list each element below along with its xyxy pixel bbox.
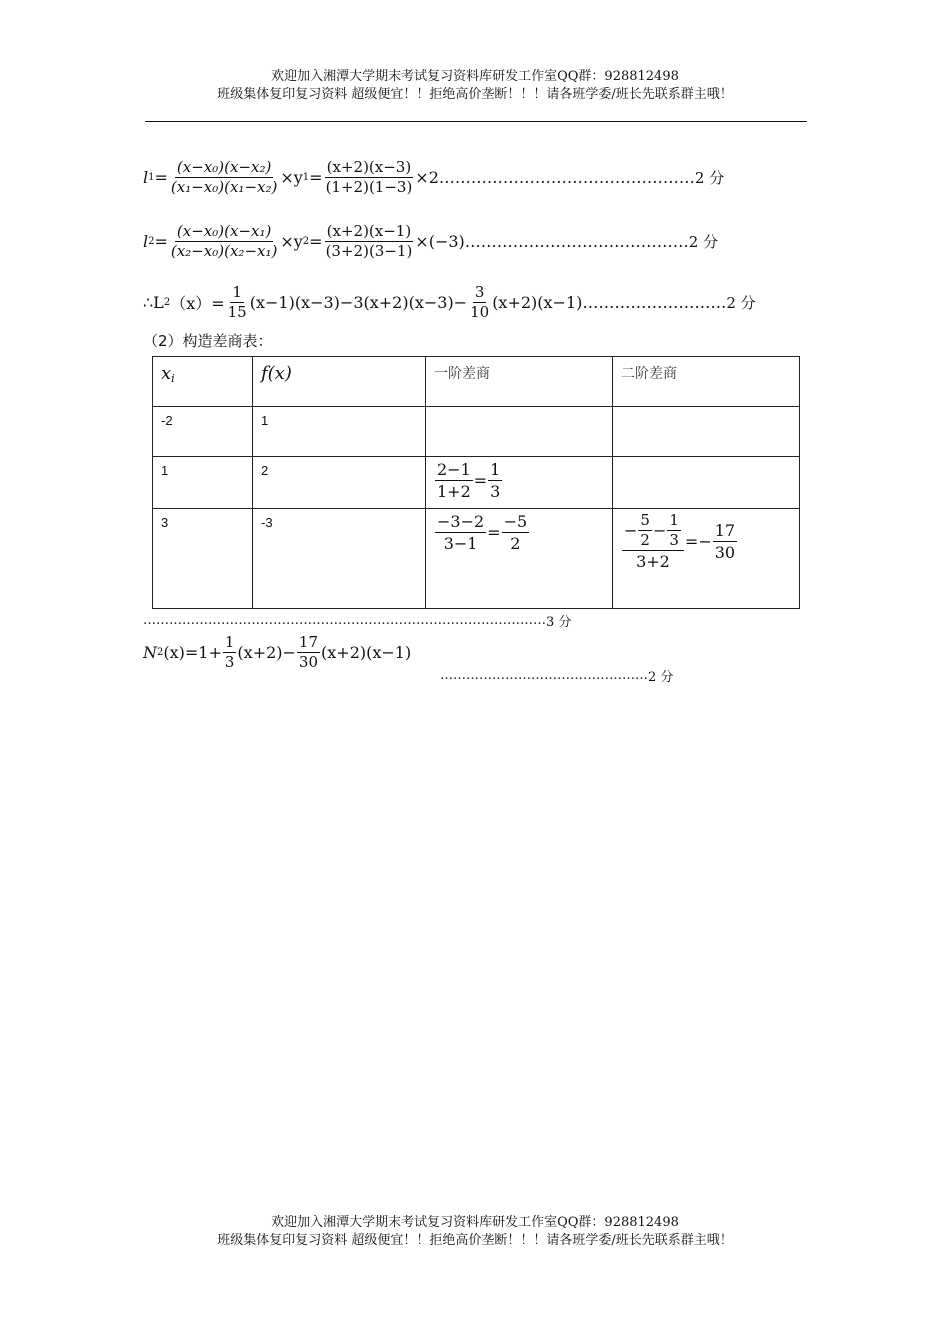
l1-frac2-numerator: (x+2)(x−3) [326,158,412,176]
l2-y-subscript: 2 [302,236,310,247]
L2-frac1-numerator: 1 [232,283,242,301]
N2-argument: (x)=1+ [163,643,222,662]
N2-dots: ………………………………………… [440,668,648,683]
l2-times-y: ×y [280,232,303,251]
equation-l2: l 2 = $\frac{\text{(x−x₀)(x−x₁)}}{\text{(x₂−x₀)(x₂−x₁)}}$ ×y 2 = $\frac{(x+2)(x-1)}{(3+2)(3-1)}$ ×(−3) …………………………………… 2 分 [143,222,719,260]
l2-fraction-2 [324,222,415,261]
l2-tail: ×(−3) [415,232,465,251]
l2-score: 2 分 [688,233,719,251]
N2-subscript: 2 [157,647,164,658]
l1-frac2-denominator: (1+2)(1−3) [325,178,413,196]
cell-x: -2 [153,407,253,457]
N2-fraction-2: $\frac{17}{30}$ [298,633,319,671]
L2-middle-terms: (x−1)(x−3)−3(x+2)(x−3)− [249,293,468,312]
header-line-1: 欢迎加入湘潭大学期末考试复习资料库研发工作室QQ群：928812498 [271,69,679,84]
N2-middle: (x+2)− [237,643,296,662]
cell-f: 2 [253,457,426,509]
cell-d2: − $\frac{5}{2}$ − $\frac{1}{3}$ 3+2 =− $\frac{17}{30}$ [613,509,800,609]
header-divider [145,121,807,122]
part2-title: （2）构造差商表： [143,332,273,350]
table-header-row [153,357,800,407]
L2-fraction-1 [226,283,249,322]
N2-end: (x+2)(x−1) [321,643,412,662]
l2-symbol: l [143,232,149,251]
L2-frac2-denominator: 10 [470,303,490,321]
table-row [153,407,800,457]
cell-d1: $\frac{2-1}{1+2}$ = $\frac{1}{3}$ [426,457,613,509]
L2-end-term: (x+2)(x−1) [492,293,583,312]
cell-d1: $\frac{-3-2}{3-1}$ = $\frac{-5}{2}$ [426,509,613,609]
cell-d2 [613,457,800,509]
L2-frac1-denominator: 15 [227,303,247,321]
l2-frac2-denominator: (3+2)(3−1) [325,242,413,260]
equation-l1: l 1 = $\frac{\text{(x−x₀)(x−x₂)}}{\text{(x₁−x₀)(x₁−x₂)}}$ ×y 1 = $\frac{(x+2)(x-3)}{(1+2)(1-3)}$ ×2 ………………………………………… 2 分 [143,158,725,196]
l2-fraction-1 [169,222,279,261]
l1-fraction-1 [169,158,279,197]
l2-frac2-numerator: (x+2)(x−1) [326,222,412,240]
table-score-line [143,611,571,630]
L2-prefix: ∴L [143,293,164,312]
L2-argument: （x）= [170,294,225,313]
cell-d1 [426,407,613,457]
l1-tail: ×2 [415,168,439,187]
l1-frac1-numerator: (x−x₀)(x−x₂) [176,158,272,176]
l2-frac1-denominator: (x₂−x₀)(x₂−x₁) [170,242,278,260]
header-cell-second-order: 二阶差商 [613,357,800,407]
cell-f: -3 [253,509,426,609]
l2-dots: …………………………………… [464,232,689,251]
l1-times-y: ×y [280,168,303,187]
l1-subscript: 1 [148,172,155,183]
L2-subscript: 2 [163,297,171,308]
l1-symbol: l [143,168,149,187]
l1-dots: ………………………………………… [438,168,695,187]
table-row [153,509,800,609]
page-header [0,68,950,104]
N2-fraction-1: $\frac{1}{3}$ [224,633,235,671]
table-score-dots: ………………………………………………………………………………… [143,613,546,628]
L2-dots: ……………………… [582,293,727,312]
l1-frac1-denominator: (x₁−x₀)(x₁−x₂) [170,178,278,196]
cell-f: 1 [253,407,426,457]
header-cell-x: $x_i$ [153,357,253,407]
L2-score: 2 分 [726,294,756,312]
N2-score-line [440,666,673,685]
equation-L2 [143,283,756,322]
header-line-2: 班级集体复印复习资料 超级便宜！！拒绝高价垄断！！！请各班学委/班长先联系群主哦！ [217,87,733,102]
header-cell-fx: f(x) [253,357,426,407]
L2-fraction-2 [468,283,491,322]
N2-score: 2 分 [648,670,674,685]
page-footer [0,1214,950,1250]
l1-fraction-2 [324,158,415,197]
footer-line-1: 欢迎加入湘潭大学期末考试复习资料库研发工作室QQ群：928812498 [271,1215,679,1230]
l1-score: 2 分 [694,169,725,187]
footer-line-2: 班级集体复印复习资料 超级便宜！！拒绝高价垄断！！！请各班学委/班长先联系群主哦！ [217,1233,733,1248]
header-cell-first-order: 一阶差商 [426,357,613,407]
l1-y-subscript: 1 [302,172,310,183]
equation-N2 [143,633,411,672]
divided-difference-table [152,356,800,609]
L2-frac2-numerator: 3 [474,283,485,301]
N2-symbol: N [143,643,157,662]
table-row [153,457,800,509]
cell-d2 [613,407,800,457]
table-score: 3 分 [546,615,572,630]
l2-subscript: 2 [148,236,155,247]
cell-x: 1 [153,457,253,509]
cell-x: 3 [153,509,253,609]
l2-frac1-numerator: (x−x₀)(x−x₁) [176,222,272,240]
